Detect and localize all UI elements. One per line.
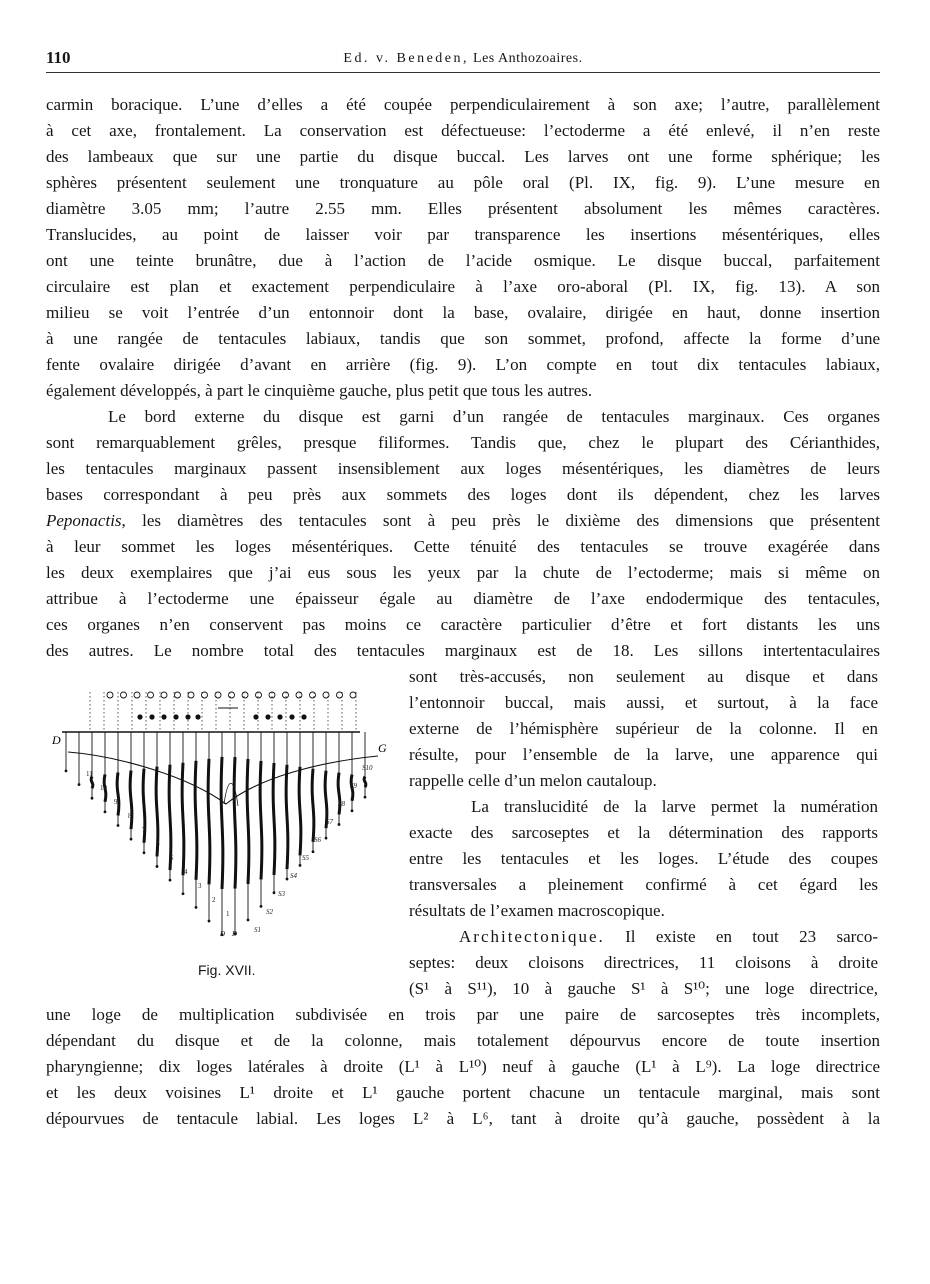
filament bbox=[247, 759, 249, 884]
running-head-author: Ed. v. Beneden, bbox=[343, 51, 470, 66]
septum-end bbox=[299, 864, 302, 867]
tentacle-circle bbox=[121, 692, 127, 698]
filament bbox=[260, 761, 262, 880]
p4-line: une loge de multiplication subdivisée en trois par une paire de sarcoseptes très incomplets, bbox=[46, 1005, 880, 1024]
filament bbox=[273, 763, 275, 875]
septum-end bbox=[208, 920, 211, 923]
tentacle-circle bbox=[229, 692, 235, 698]
figure-caption: Fig. XVII. bbox=[198, 962, 256, 978]
p2-line: Le bord externe du disque est garni d’un rangée de tentacules marginaux. Ces organes bbox=[108, 407, 880, 426]
septum-end bbox=[156, 865, 159, 868]
figure-diagram bbox=[48, 686, 392, 956]
left-number-label: 11 bbox=[86, 770, 93, 778]
septum-end bbox=[182, 892, 185, 895]
p1-line: circulaire est plan et exactement perpendiculaire à l’axe oro-aboral (Pl. IX, fig. 13). A son bbox=[46, 277, 880, 296]
left-number-label: 5 bbox=[170, 854, 174, 862]
left-number-label: 1 bbox=[226, 910, 230, 918]
p1-line: à cet axe, frontalement. La conservation est défectueuse: l’ectoderme a été enlevé, il n’en reste bbox=[46, 121, 880, 140]
tentacle-circle bbox=[148, 692, 154, 698]
labial-dot bbox=[265, 714, 270, 719]
paragraph-4-line-1 bbox=[409, 924, 878, 950]
septum-end bbox=[325, 837, 328, 840]
labial-dot bbox=[149, 714, 154, 719]
p1-line: également développés, à part le cinquième gauche, plus petit que tous les autres. bbox=[46, 381, 593, 400]
p1-line: carmin boracique. L’une d’elles a été coupée perpendiculairement à son axe; l’autre, parallèlement bbox=[46, 95, 880, 114]
tentacle-circle bbox=[350, 692, 356, 698]
running-head bbox=[46, 51, 880, 67]
paragraph-4 bbox=[46, 1002, 880, 1132]
left-number-label: 2 bbox=[212, 896, 216, 904]
tentacle-circle bbox=[242, 692, 248, 698]
figure-xvii bbox=[48, 686, 392, 986]
p2_side-line: l’entonnoir buccal, mais aussi, et surtout, à la face bbox=[409, 693, 878, 712]
tentacle-circle bbox=[310, 692, 316, 698]
p1-line: ont une teinte brunâtre, due à l’action de l’acide osmique. Le disque buccal, parfaitement bbox=[46, 251, 880, 270]
section-heading: Architectonique. bbox=[459, 927, 605, 946]
filament bbox=[195, 761, 197, 880]
right-septum-label: S4 bbox=[290, 872, 297, 880]
p1-line: milieu se voit l’entrée d’un entonnoir dont la base, ovalaire, dirigée en haut, donne insertion bbox=[46, 303, 880, 322]
septa-group bbox=[65, 732, 373, 938]
filament bbox=[208, 759, 210, 885]
paragraph-4-side bbox=[409, 924, 878, 1002]
septum-end bbox=[104, 810, 107, 813]
tentacle-circle bbox=[188, 692, 194, 698]
p2-line: à leur sommet les loges mésentériques. Cette ténuité des tentacules se trouve exagérée dans bbox=[46, 537, 880, 556]
labial-dot bbox=[289, 714, 294, 719]
p2_side-line: externe de l’hémisphère supérieur de la colonne. Il en bbox=[409, 719, 878, 738]
right-septum-label: S3 bbox=[278, 890, 285, 898]
paragraph-4-line-1-text: Il existe en tout 23 sarco- bbox=[625, 927, 879, 946]
septum-end bbox=[338, 823, 341, 826]
p4-line: pharyngienne; dix loges latérales à droite (L¹ à L¹⁰) neuf à gauche (L¹ à L⁹). La loge directrice bbox=[46, 1057, 880, 1076]
directive-label: D bbox=[232, 930, 238, 938]
p2-line: attribue à l’ectoderme une épaisseur égale au diamètre de l’axe endodermique des tentacules, bbox=[46, 589, 880, 608]
tentacle-circle bbox=[296, 692, 302, 698]
right-septum-label: S10 bbox=[362, 764, 373, 772]
p2_side-line: sont très-accusés, non seulement au disque et dans bbox=[409, 667, 878, 686]
filament bbox=[91, 776, 93, 788]
left-number-label: 3 bbox=[198, 882, 202, 890]
septum-end bbox=[312, 850, 315, 853]
paragraph-4-line-3: (S¹ à S¹¹), 10 à gauche S¹ à S¹⁰; une loge directrice, bbox=[409, 979, 878, 998]
filament bbox=[130, 771, 132, 830]
tentacle-circle bbox=[202, 692, 208, 698]
left-number-label: 10 bbox=[100, 784, 107, 792]
label-g: G bbox=[378, 741, 387, 755]
page-number: 110 bbox=[46, 48, 71, 67]
p2-line: ces organes n’en conservent pas moins ce caractère particulier d’être et fort distants les uns bbox=[46, 615, 880, 634]
page-header bbox=[46, 46, 880, 73]
filament bbox=[338, 773, 340, 815]
p4-line: dépourvues de tentacule labial. Les loges L² à L⁶, tant à droite qu’à gauche, possèdent à la bbox=[46, 1109, 880, 1128]
paragraph-2-side bbox=[409, 664, 878, 794]
tentacle-circle bbox=[161, 692, 167, 698]
right-septum-label: S5 bbox=[302, 854, 309, 862]
p1-line: fente ovalaire dirigée d’avant en arrière (fig. 9). L’on compte en tout dix tentacules labiaux, bbox=[46, 355, 880, 374]
labial-dot bbox=[137, 714, 142, 719]
p3-line: entre les tentacules et les loges. L’étude des coupes bbox=[409, 849, 878, 868]
tentacle-circle bbox=[107, 692, 113, 698]
left-number-label: 9 bbox=[114, 798, 118, 806]
right-septum-label: S8 bbox=[338, 800, 345, 808]
tentacle-circle bbox=[337, 692, 343, 698]
filament bbox=[364, 777, 366, 788]
septum-end bbox=[364, 796, 367, 799]
septum-end bbox=[260, 905, 263, 908]
paragraph-4-line-2: septes: deux cloisons directrices, 11 cloisons à droite bbox=[409, 953, 878, 972]
labial-dot bbox=[301, 714, 306, 719]
p1-line: à une rangée de tentacules labiaux, tandis que son sommet, profond, affecte la forme d’une bbox=[46, 329, 880, 348]
filament bbox=[312, 769, 314, 842]
p2-line: Peponactis, les diamètres des tentacules sont à peu près le dixième des dimensions que présentent bbox=[46, 511, 880, 530]
left-number-label: 8 bbox=[128, 812, 132, 820]
right-septum-label: S9 bbox=[350, 782, 357, 790]
left-number-label: 4 bbox=[184, 868, 188, 876]
filament bbox=[117, 773, 119, 816]
tentacle-circle bbox=[256, 692, 262, 698]
p2_side-line: résulte, pour l’ensemble de la larve, une apparence qui bbox=[409, 745, 878, 764]
p4-line: et les deux voisines L¹ droite et L¹ gauche portent chacune un tentacule marginal, mais sont bbox=[46, 1083, 880, 1102]
tentacle-circle bbox=[134, 692, 140, 698]
p2_side-line: rappelle celle d’un melon cautaloup. bbox=[409, 771, 657, 790]
tentacle-circles-row bbox=[90, 692, 356, 730]
filament bbox=[221, 757, 223, 889]
p1-line: Translucides, au point de laisser voir par transparence les insertions mésentériques, elles bbox=[46, 225, 880, 244]
p2-line: les deux exemplaires que j’ai eus sous les yeux par la chute de l’ectoderme; mais si même on bbox=[46, 563, 880, 582]
septum-end bbox=[351, 809, 354, 812]
septum-end bbox=[78, 783, 81, 786]
paragraph-3 bbox=[409, 794, 878, 924]
labial-dot bbox=[277, 714, 282, 719]
septum-end bbox=[65, 770, 68, 773]
p3-line: transversales a pleinement confirmé à cet égard les bbox=[409, 875, 878, 894]
septum-end bbox=[117, 824, 120, 827]
p2-line: bases correspondant à peu près aux sommets des loges dont ils dépendent, chez les larves bbox=[46, 485, 880, 504]
labial-dot bbox=[195, 714, 200, 719]
labial-dot bbox=[161, 714, 166, 719]
p3-line: exacte des sarcoseptes et la détermination des rapports bbox=[409, 823, 878, 842]
p2-line: sont remarquablement grêles, presque filiformes. Tandis que, chez le plupart des Cérianthides, bbox=[46, 433, 880, 452]
filament bbox=[234, 757, 236, 889]
tentacle-circle bbox=[175, 692, 181, 698]
paragraph-2 bbox=[46, 404, 880, 664]
p2-line: des autres. Le nombre total des tentacules marginaux est de 18. Les sillons intertentaculaires bbox=[46, 641, 880, 660]
right-septum-label: S1 bbox=[254, 926, 261, 934]
p3-line: résultats de l’examen macroscopique. bbox=[409, 901, 665, 920]
septum-end bbox=[286, 878, 289, 881]
filament bbox=[286, 765, 288, 869]
p2-line: les tentacules marginaux passent insensiblement aux loges mésentériques, les diamètres de leurs bbox=[46, 459, 880, 478]
p1-line: sphères présentent seulement une tronquature au pôle oral (Pl. IX, fig. 9). L’une mesure en bbox=[46, 173, 880, 192]
p1-line: des lambeaux que sur une partie du disque buccal. Les larves ont une forme sphérique; les bbox=[46, 147, 880, 166]
label-d: D bbox=[52, 733, 61, 747]
septum-end bbox=[91, 797, 94, 800]
septum-end bbox=[273, 891, 276, 894]
genus-name: Peponactis bbox=[46, 511, 122, 530]
left-number-label: 7 bbox=[142, 826, 146, 834]
right-septum-label: S6 bbox=[314, 836, 321, 844]
directive-label: D bbox=[220, 930, 226, 938]
septum-end bbox=[130, 838, 133, 841]
septum-end bbox=[195, 906, 198, 909]
running-head-title: Les Anthozoaires. bbox=[473, 51, 583, 66]
septum-end bbox=[143, 851, 146, 854]
filament bbox=[299, 767, 301, 856]
p3-line: La translucidité de la larve permet la numération bbox=[471, 797, 878, 816]
paragraph-1 bbox=[46, 92, 880, 404]
septum-end bbox=[169, 879, 172, 882]
central-loop bbox=[224, 783, 238, 806]
septum-end bbox=[247, 919, 250, 922]
right-septum-label: S7 bbox=[326, 818, 333, 826]
tentacle-circle bbox=[283, 692, 289, 698]
right-septum-label: S2 bbox=[266, 908, 273, 916]
p1-line: diamètre 3.05 mm; l’autre 2.55 mm. Elles présentent absolument les mêmes caractères. bbox=[46, 199, 880, 218]
p4-line: dépendant du disque et de la colonne, mais totalement dépourvus encore de toute insertion bbox=[46, 1031, 880, 1050]
left-number-label: 6 bbox=[156, 840, 160, 848]
